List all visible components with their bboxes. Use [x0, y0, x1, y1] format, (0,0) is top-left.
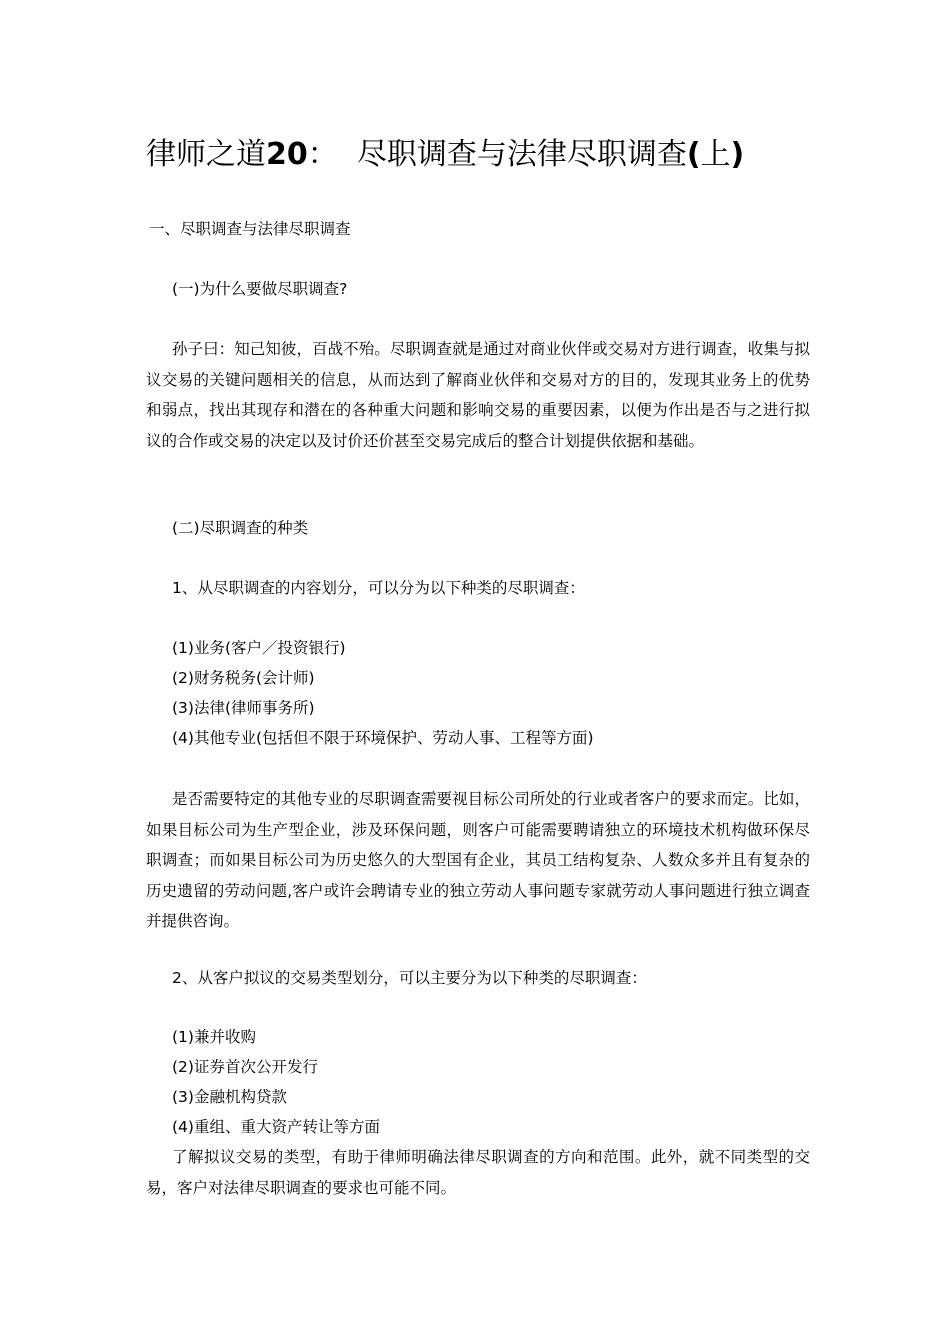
subheading-types: (二)尽职调查的种类	[172, 519, 309, 537]
list-item: (4)其他专业(包括但不限于环境保护、劳动人事、工程等方面)	[172, 729, 594, 747]
paragraph-purpose: 孙子曰：知己知彼，百战不殆。尽职调查就是通过对商业伙伴或交易对方进行调查，收集与拟议交易的关键问题相关的信息，从而达到了解商业伙伴和交易对方的目的，发现其业务上的优势和弱点，找出其现存和潜在的各种重大问题和影响交易的重要因素，以便为作出是否与之进行拟议的合作或交易的决定以及讨价还价甚至交易完成后的整合计划提供依据和基础。	[146, 340, 810, 450]
list-item: (2)财务税务(会计师)	[172, 669, 315, 687]
item-heading-transaction: 2、从客户拟议的交易类型划分，可以主要分为以下种类的尽职调查：	[172, 969, 647, 987]
list-item: (4)重组、重大资产转让等方面	[172, 1118, 380, 1136]
paragraph-transaction-types: 了解拟议交易的类型，有助于律师明确法律尽职调查的方向和范围。此外，就不同类型的交易，客户对法律尽职调查的要求也可能不同。	[146, 1148, 810, 1197]
item-heading-content: 1、从尽职调查的内容划分，可以分为以下种类的尽职调查：	[172, 579, 585, 597]
section-heading: 一、尽职调查与法律尽职调查	[149, 220, 351, 238]
list-item: (1)兼并收购	[172, 1028, 256, 1046]
list-item: (1)业务(客户／投资银行)	[172, 639, 346, 657]
paragraph-other-due-diligence: 是否需要特定的其他专业的尽职调查需要视目标公司所处的行业或者客户的要求而定。比如，如果目标公司为生产型企业，涉及环保问题，则客户可能需要聘请独立的环境技术机构做环保尽职调查；而如果目标公司为历史悠久的大型国有企业，其员工结构复杂、人数众多并且有复杂的历史遗留的劳动问题,客户或许会聘请专业的独立劳动人事问题专家就劳动人事问题进行独立调查并提供咨询。	[146, 790, 810, 931]
document-title: 律师之道20： 尽职调查与法律尽职调查(上)	[146, 137, 745, 172]
list-item: (2)证券首次公开发行	[172, 1058, 318, 1076]
list-item: (3)金融机构贷款	[172, 1088, 287, 1106]
list-item: (3)法律(律师事务所)	[172, 699, 315, 717]
subheading-why: (一)为什么要做尽职调查?	[172, 280, 348, 298]
